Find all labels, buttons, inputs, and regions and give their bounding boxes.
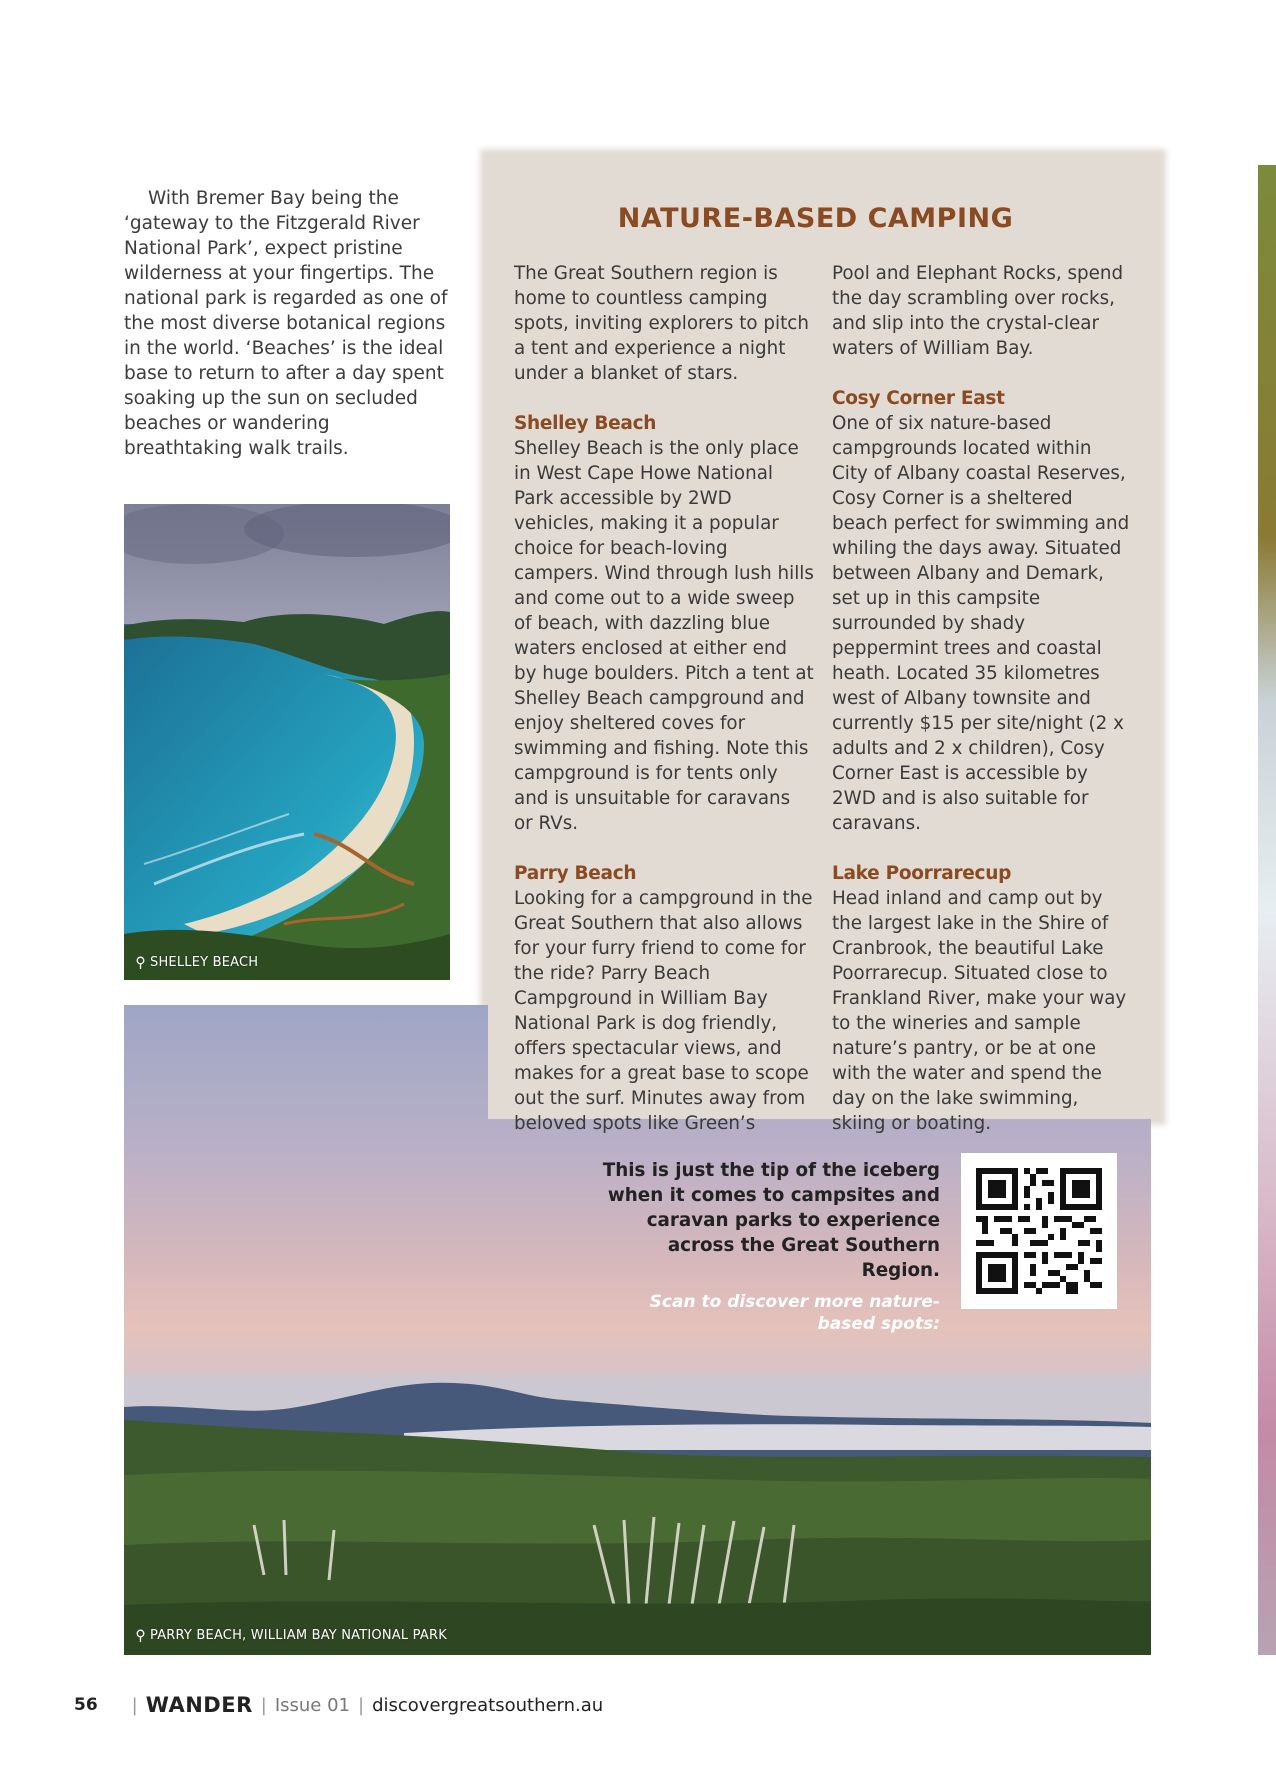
footer-divider: | bbox=[131, 1694, 138, 1716]
qr-promo bbox=[600, 1158, 940, 1335]
section-body-shelley-beach: Shelley Beach is the only place in West Cape Howe National Park accessible by 2WD vehicles, making it a popular choice for beach-loving campers. Wind through lush hills and come out to a wide sweep of beach, with dazzling blue waters enclosed at either end by huge boulders. Pitch a tent at Shelley Beach campground and enjoy sheltered coves for swimming and fishing. Note this campground is for tents only and is unsuitable for caravans or RVs. bbox=[514, 438, 814, 834]
intro-paragraph: With Bremer Bay being the ‘gateway to the Fitzgerald River National Park’, expect pristine wilderness at your fingertips. The national park is regarded as one of the most diverse botanical regions in the world. ‘Beaches’ is the ideal base to return to after a day spent soaking up the sun on secluded beaches or wandering breathtaking walk trails. bbox=[124, 188, 448, 459]
feature-title: NATURE-BASED CAMPING bbox=[617, 203, 1014, 234]
section-heading-shelley-beach: Shelley Beach bbox=[514, 413, 657, 434]
section-body-cosy-corner-east: One of six nature-based campgrounds located within City of Albany coastal Reserves, Cosy Corner is a sheltered beach perfect for swimming and whiling the days away. Situated between Albany and Demark, set up in this campsite surrounded by shady peppermint trees and coastal heath. Located 35 kilometres west of Albany townsite and currently $15 per site/night (2 x adults and 2 x children), Cosy Corner East is accessible by 2WD and is also suitable for caravans. bbox=[832, 413, 1130, 834]
section-heading-cosy-corner-east: Cosy Corner East bbox=[832, 388, 1005, 409]
shelley-beach-photo bbox=[124, 504, 450, 980]
parry-beach-caption bbox=[136, 1628, 447, 1643]
promo-text: This is just the tip of the iceberg when it comes to campsites and caravan parks to experience across the Great Southern Region. bbox=[602, 1160, 940, 1281]
section-body-parry-beach-continued: Pool and Elephant Rocks, spend the day scrambling over rocks, and slip into the crystal-clear waters of William Bay. bbox=[832, 263, 1124, 359]
location-pin-icon bbox=[136, 1629, 145, 1642]
footer-divider: | bbox=[358, 1694, 365, 1716]
parry-beach-caption-text: PARRY BEACH, WILLIAM BAY NATIONAL PARK bbox=[150, 1628, 447, 1643]
magazine-brand: WANDER bbox=[145, 1693, 253, 1717]
website-link[interactable]: discovergreatsouthern.au bbox=[372, 1694, 604, 1716]
nature-based-camping-box bbox=[488, 155, 1160, 1134]
page-number: 56 bbox=[74, 1695, 98, 1715]
location-pin-icon bbox=[136, 956, 145, 969]
footer-divider: | bbox=[260, 1694, 267, 1716]
section-body-parry-beach: Looking for a campground in the Great Southern that also allows for your furry friend to come for the ride? Parry Beach Campground in William Bay National Park is dog friendly, offers spectacular views, and makes for a great base to scope out the surf. Minutes away from beloved spots like Green’s bbox=[514, 888, 813, 1134]
feature-column-right bbox=[832, 261, 1132, 1161]
qr-code-icon[interactable] bbox=[976, 1168, 1102, 1294]
issue-label: Issue 01 bbox=[274, 1694, 351, 1716]
section-heading-lake-poorrarecup: Lake Poorrarecup bbox=[832, 863, 1012, 884]
shelley-beach-illustration bbox=[124, 504, 450, 980]
next-page-photo-edge bbox=[1258, 165, 1276, 1655]
feature-lead: The Great Southern region is home to countless camping spots, inviting explorers to pitch a tent and experience a night under a blanket of stars. bbox=[514, 263, 809, 384]
shelley-beach-caption-text: SHELLEY BEACH bbox=[150, 955, 259, 970]
feature-column-left bbox=[514, 261, 814, 1161]
page-footer bbox=[74, 1693, 603, 1717]
section-heading-parry-beach: Parry Beach bbox=[514, 863, 637, 884]
qr-code-card[interactable] bbox=[961, 1153, 1117, 1309]
shelley-beach-caption bbox=[136, 955, 258, 970]
promo-cta: Scan to discover more nature-based spots: bbox=[649, 1292, 940, 1334]
section-body-lake-poorrarecup: Head inland and camp out by the largest lake in the Shire of Cranbrook, the beautiful Lake Poorrarecup. Situated close to Frankland River, make your way to the wineries and sample nature’s pantry, or be at one with the water and spend the day on the lake swimming, skiing or boating. bbox=[832, 888, 1127, 1134]
